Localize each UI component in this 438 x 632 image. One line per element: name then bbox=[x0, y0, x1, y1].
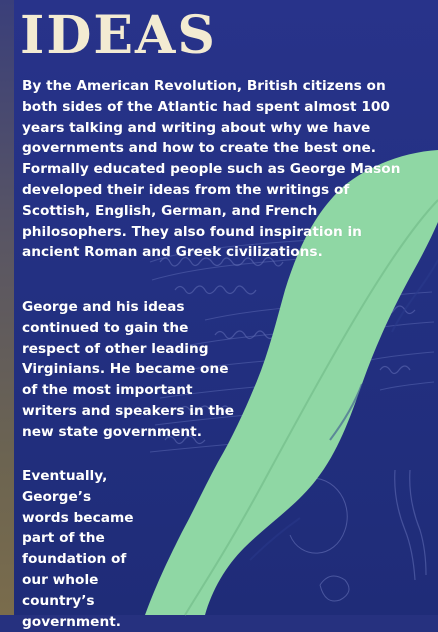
paragraph-george: George and his ideas continued to gain the respect of other leading Virginians. He became one of the most important writers and speakers in the new state government. bbox=[22, 299, 235, 440]
paragraph-intro: By the American Revolution, British citizens on both sides of the Atlantic had spent almost 100 years talking and writing about why we have governments and how to create the best one. Formally educated people such as George Mason developed their ideas from the writings of Scottish, English, German, and French philosophers. They also found inspiration in ancient Roman and Greek civilizations. bbox=[22, 78, 401, 261]
paragraph-eventually: Eventually, George’s words became part of the foundation of our whole country’s government. bbox=[22, 468, 134, 630]
panel-title: IDEAS bbox=[20, 5, 217, 66]
